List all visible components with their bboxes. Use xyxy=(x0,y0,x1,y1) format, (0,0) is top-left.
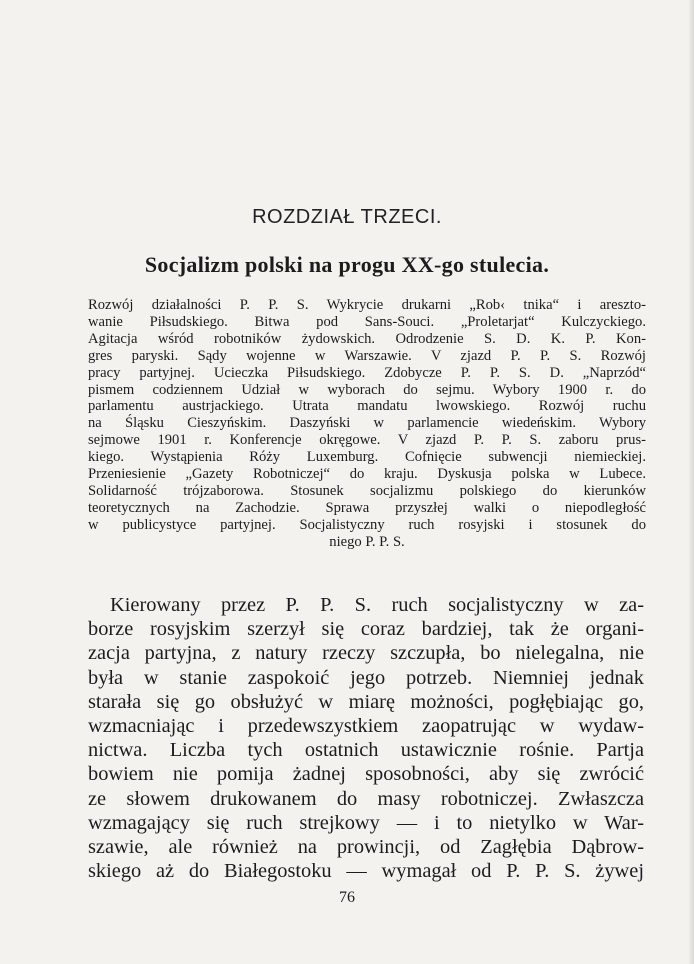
body-line: zacja partyjna, z natury rzeczy szczupła, bo nielegalna, nie xyxy=(88,642,644,665)
summary-line: Agitacja wśród robotników żydowskich. Odrodzenie S. D. K. P. Kon- xyxy=(88,330,646,347)
body-line: ze słowem drukowanem do masy robotniczej. Zwłaszcza xyxy=(88,787,644,810)
chapter-title: Socjalizm polski na progu XX-go stulecia. xyxy=(144,252,550,277)
body-line: bowiem nie pomija żadnej sposobności, aby się zwrócić xyxy=(88,763,644,786)
summary-line: wanie Piłsudskiego. Bitwa pod Sans-Souci. „Proletarjat“ Kulczyckiego. xyxy=(88,313,646,330)
body-line: skiego aż do Białegostoku — wymagał od P. P. S. żywej xyxy=(88,860,644,883)
body-line: nictwa. Liczba tych ostatnich ustawicznie rośnie. Partja xyxy=(88,739,644,762)
summary-line: kiego. Wystąpienia Róży Luxemburg. Cofnięcie subwencji niemieckiej. xyxy=(88,449,646,466)
body-line: Kierowany przez P. P. S. ruch socjalistyczny w za- xyxy=(110,594,644,616)
summary-line: Rozwój działalności P. P. S. Wykrycie drukarni „Rob‹ tnika“ i aresztо- xyxy=(88,297,646,313)
chapter-label: ROZDZIAŁ TRZECI. xyxy=(252,206,442,228)
page-number: 76 xyxy=(339,889,355,906)
summary-line: teoretycznych na Zachodzie. Sprawa przyszłej walki o niepodległość xyxy=(88,499,646,516)
summary-line: gres paryski. Sądy wojenne w Warszawie. V zjazd P. P. S. Rozwój xyxy=(88,347,646,364)
chapter-summary xyxy=(88,297,646,551)
summary-line: parlamentu austrjackiego. Utrata mandatu lwowskiego. Rozwój ruchu xyxy=(88,398,646,415)
summary-line: w publicystyce partyjnej. Socjalistyczny ruch rosyjski i stosunek do xyxy=(88,516,646,533)
summary-line: sejmowe 1901 r. Konferencje okręgowe. V zjazd P. P. S. zaboru prus- xyxy=(88,432,646,449)
body-paragraph xyxy=(88,593,644,883)
summary-line: niego P. P. S. xyxy=(329,533,405,550)
summary-line: Solidarność trójzaborowa. Stosunek socjalizmu polskiego do kierunków xyxy=(88,482,646,499)
summary-line: pracy partyjnej. Ucieczka Piłsudskiego. Zdobycze P. P. S. D. „Naprzód“ xyxy=(88,364,646,381)
page-edge-shadow xyxy=(688,0,694,964)
summary-line: na Śląsku Cieszyńskim. Daszyński w parlamencie wiedeńskim. Wybory xyxy=(88,415,646,432)
body-line: borze rosyjskim szerzył się coraz bardziej, tak że organi- xyxy=(88,618,644,641)
body-line: wzmagający się ruch strejkowy — i to nietylko w War- xyxy=(88,811,644,834)
body-line: starała się go obsłużyć w miarę możności, pogłębiając go, xyxy=(88,690,644,713)
body-line: była w stanie zaspokoić jego potrzeb. Niemniej jednak xyxy=(88,666,644,689)
summary-line: Przeniesienie „Gazety Robotniczej“ do kraju. Dyskusja polska w Lubece. xyxy=(88,466,646,483)
summary-line: pismem codziennem Udział w wyborach do sejmu. Wybory 1900 r. do xyxy=(88,381,646,398)
body-line: szawie, ale również na prowincji, od Zagłębia Dąbrow- xyxy=(88,836,644,859)
body-line: wzmacniając i przedewszystkiem zaopatrując w wydaw- xyxy=(88,715,644,738)
